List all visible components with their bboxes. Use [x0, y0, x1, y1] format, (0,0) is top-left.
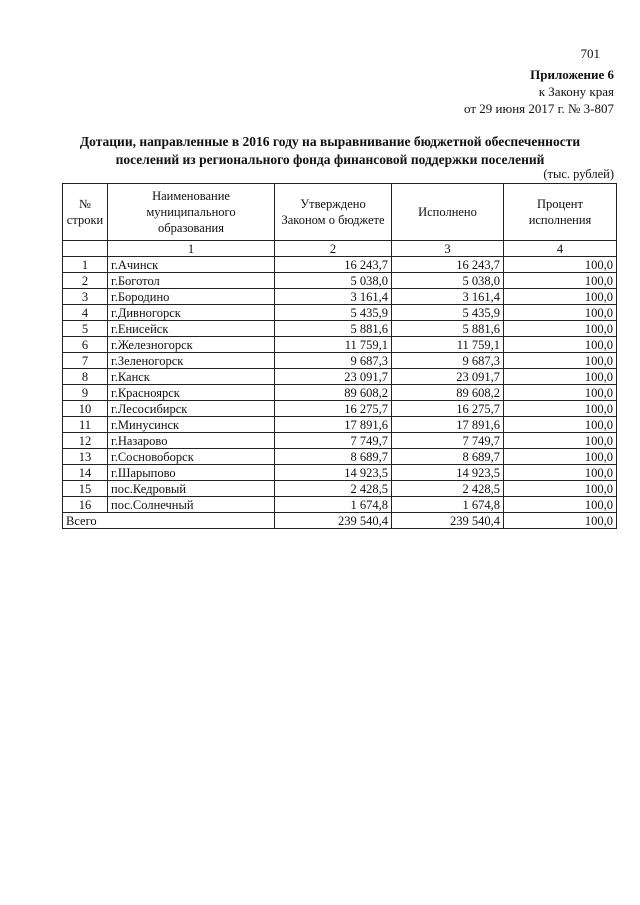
- approved-amount: 17 891,6: [275, 417, 392, 433]
- column-index: 3: [392, 241, 504, 257]
- execution-percent: 100,0: [504, 385, 617, 401]
- execution-percent: 100,0: [504, 353, 617, 369]
- approved-amount: 7 749,7: [275, 433, 392, 449]
- column-index: 2: [275, 241, 392, 257]
- municipality-name: пос.Солнечный: [108, 497, 275, 513]
- total-label: Всего: [63, 513, 275, 529]
- approved-amount: 16 275,7: [275, 401, 392, 417]
- row-number: 13: [63, 449, 108, 465]
- document-title-line-1: Дотации, направленные в 2016 году на выравнивание бюджетной обеспеченности: [79, 134, 581, 149]
- row-number: 3: [63, 289, 108, 305]
- header-num: № строки: [63, 184, 108, 241]
- approved-amount: 16 243,7: [275, 257, 392, 273]
- execution-percent: 100,0: [504, 401, 617, 417]
- municipality-name: г.Енисейск: [108, 321, 275, 337]
- row-number: 4: [63, 305, 108, 321]
- executed-amount: 23 091,7: [392, 369, 504, 385]
- table-body: [63, 257, 617, 513]
- executed-amount: 17 891,6: [392, 417, 504, 433]
- row-number: 8: [63, 369, 108, 385]
- approved-amount: 5 038,0: [275, 273, 392, 289]
- executed-amount: 5 435,9: [392, 305, 504, 321]
- row-number: 16: [63, 497, 108, 513]
- execution-percent: 100,0: [504, 449, 617, 465]
- row-number: 9: [63, 385, 108, 401]
- executed-amount: 89 608,2: [392, 385, 504, 401]
- table-row: [63, 433, 617, 449]
- table-row: [63, 337, 617, 353]
- execution-percent: 100,0: [504, 321, 617, 337]
- execution-percent: 100,0: [504, 465, 617, 481]
- executed-amount: 2 428,5: [392, 481, 504, 497]
- municipality-name: г.Минусинск: [108, 417, 275, 433]
- row-number: 12: [63, 433, 108, 449]
- page-number: 701: [580, 46, 600, 61]
- municipality-name: г.Красноярск: [108, 385, 275, 401]
- municipality-name: г.Зеленогорск: [108, 353, 275, 369]
- executed-amount: 14 923,5: [392, 465, 504, 481]
- appendix-law-date: от 29 июня 2017 г. № 3-807: [464, 101, 614, 116]
- table-row: [63, 273, 617, 289]
- municipality-name: г.Бородино: [108, 289, 275, 305]
- column-index: 1: [108, 241, 275, 257]
- execution-percent: 100,0: [504, 417, 617, 433]
- table-row: [63, 481, 617, 497]
- column-index-row: [63, 241, 617, 257]
- approved-amount: 1 674,8: [275, 497, 392, 513]
- approved-amount: 2 428,5: [275, 481, 392, 497]
- municipality-name: г.Дивногорск: [108, 305, 275, 321]
- row-number: 15: [63, 481, 108, 497]
- executed-amount: 16 243,7: [392, 257, 504, 273]
- table-row: [63, 417, 617, 433]
- table-row: [63, 369, 617, 385]
- table-row: [63, 289, 617, 305]
- municipality-name: г.Железногорск: [108, 337, 275, 353]
- header-name: Наименование муниципального образования: [108, 184, 275, 241]
- execution-percent: 100,0: [504, 433, 617, 449]
- header-approved: Утверждено Законом о бюджете: [275, 184, 392, 241]
- executed-amount: 1 674,8: [392, 497, 504, 513]
- approved-amount: 11 759,1: [275, 337, 392, 353]
- approved-amount: 5 435,9: [275, 305, 392, 321]
- total-row: [63, 513, 617, 529]
- document-title: [60, 133, 600, 169]
- header-percent: Процент исполнения: [504, 184, 617, 241]
- executed-amount: 9 687,3: [392, 353, 504, 369]
- table-row: [63, 353, 617, 369]
- row-number: 5: [63, 321, 108, 337]
- table-row: [63, 465, 617, 481]
- document-title-line-2: поселений из регионального фонда финансовой поддержки поселений: [115, 152, 545, 167]
- appendix-block: [464, 66, 614, 117]
- municipality-name: г.Сосновоборск: [108, 449, 275, 465]
- execution-percent: 100,0: [504, 497, 617, 513]
- table-header-row: [63, 184, 617, 241]
- municipality-name: г.Канск: [108, 369, 275, 385]
- approved-amount: 14 923,5: [275, 465, 392, 481]
- subsidies-table: [62, 183, 617, 529]
- approved-amount: 9 687,3: [275, 353, 392, 369]
- units-label: (тыс. рублей): [543, 167, 614, 181]
- total-percent: 100,0: [504, 513, 617, 529]
- header-executed: Исполнено: [392, 184, 504, 241]
- approved-amount: 8 689,7: [275, 449, 392, 465]
- table-row: [63, 321, 617, 337]
- row-number: 1: [63, 257, 108, 273]
- municipality-name: пос.Кедровый: [108, 481, 275, 497]
- approved-amount: 3 161,4: [275, 289, 392, 305]
- row-number: 10: [63, 401, 108, 417]
- row-number: 11: [63, 417, 108, 433]
- table-row: [63, 401, 617, 417]
- table-row: [63, 449, 617, 465]
- row-number: 6: [63, 337, 108, 353]
- approved-amount: 23 091,7: [275, 369, 392, 385]
- total-executed: 239 540,4: [392, 513, 504, 529]
- table-row: [63, 257, 617, 273]
- row-number: 2: [63, 273, 108, 289]
- municipality-name: г.Ачинск: [108, 257, 275, 273]
- execution-percent: 100,0: [504, 481, 617, 497]
- executed-amount: 11 759,1: [392, 337, 504, 353]
- execution-percent: 100,0: [504, 273, 617, 289]
- execution-percent: 100,0: [504, 305, 617, 321]
- column-index: 4: [504, 241, 617, 257]
- execution-percent: 100,0: [504, 369, 617, 385]
- table-row: [63, 305, 617, 321]
- appendix-law-ref: к Закону края: [538, 84, 614, 99]
- executed-amount: 16 275,7: [392, 401, 504, 417]
- total-approved: 239 540,4: [275, 513, 392, 529]
- approved-amount: 89 608,2: [275, 385, 392, 401]
- executed-amount: 8 689,7: [392, 449, 504, 465]
- municipality-name: г.Боготол: [108, 273, 275, 289]
- executed-amount: 5 881,6: [392, 321, 504, 337]
- column-index-blank: [63, 241, 108, 257]
- execution-percent: 100,0: [504, 289, 617, 305]
- municipality-name: г.Шарыпово: [108, 465, 275, 481]
- table-row: [63, 497, 617, 513]
- row-number: 7: [63, 353, 108, 369]
- execution-percent: 100,0: [504, 337, 617, 353]
- municipality-name: г.Лесосибирск: [108, 401, 275, 417]
- appendix-title: Приложение 6: [530, 67, 614, 82]
- municipality-name: г.Назарово: [108, 433, 275, 449]
- table-row: [63, 385, 617, 401]
- approved-amount: 5 881,6: [275, 321, 392, 337]
- execution-percent: 100,0: [504, 257, 617, 273]
- row-number: 14: [63, 465, 108, 481]
- executed-amount: 7 749,7: [392, 433, 504, 449]
- executed-amount: 3 161,4: [392, 289, 504, 305]
- executed-amount: 5 038,0: [392, 273, 504, 289]
